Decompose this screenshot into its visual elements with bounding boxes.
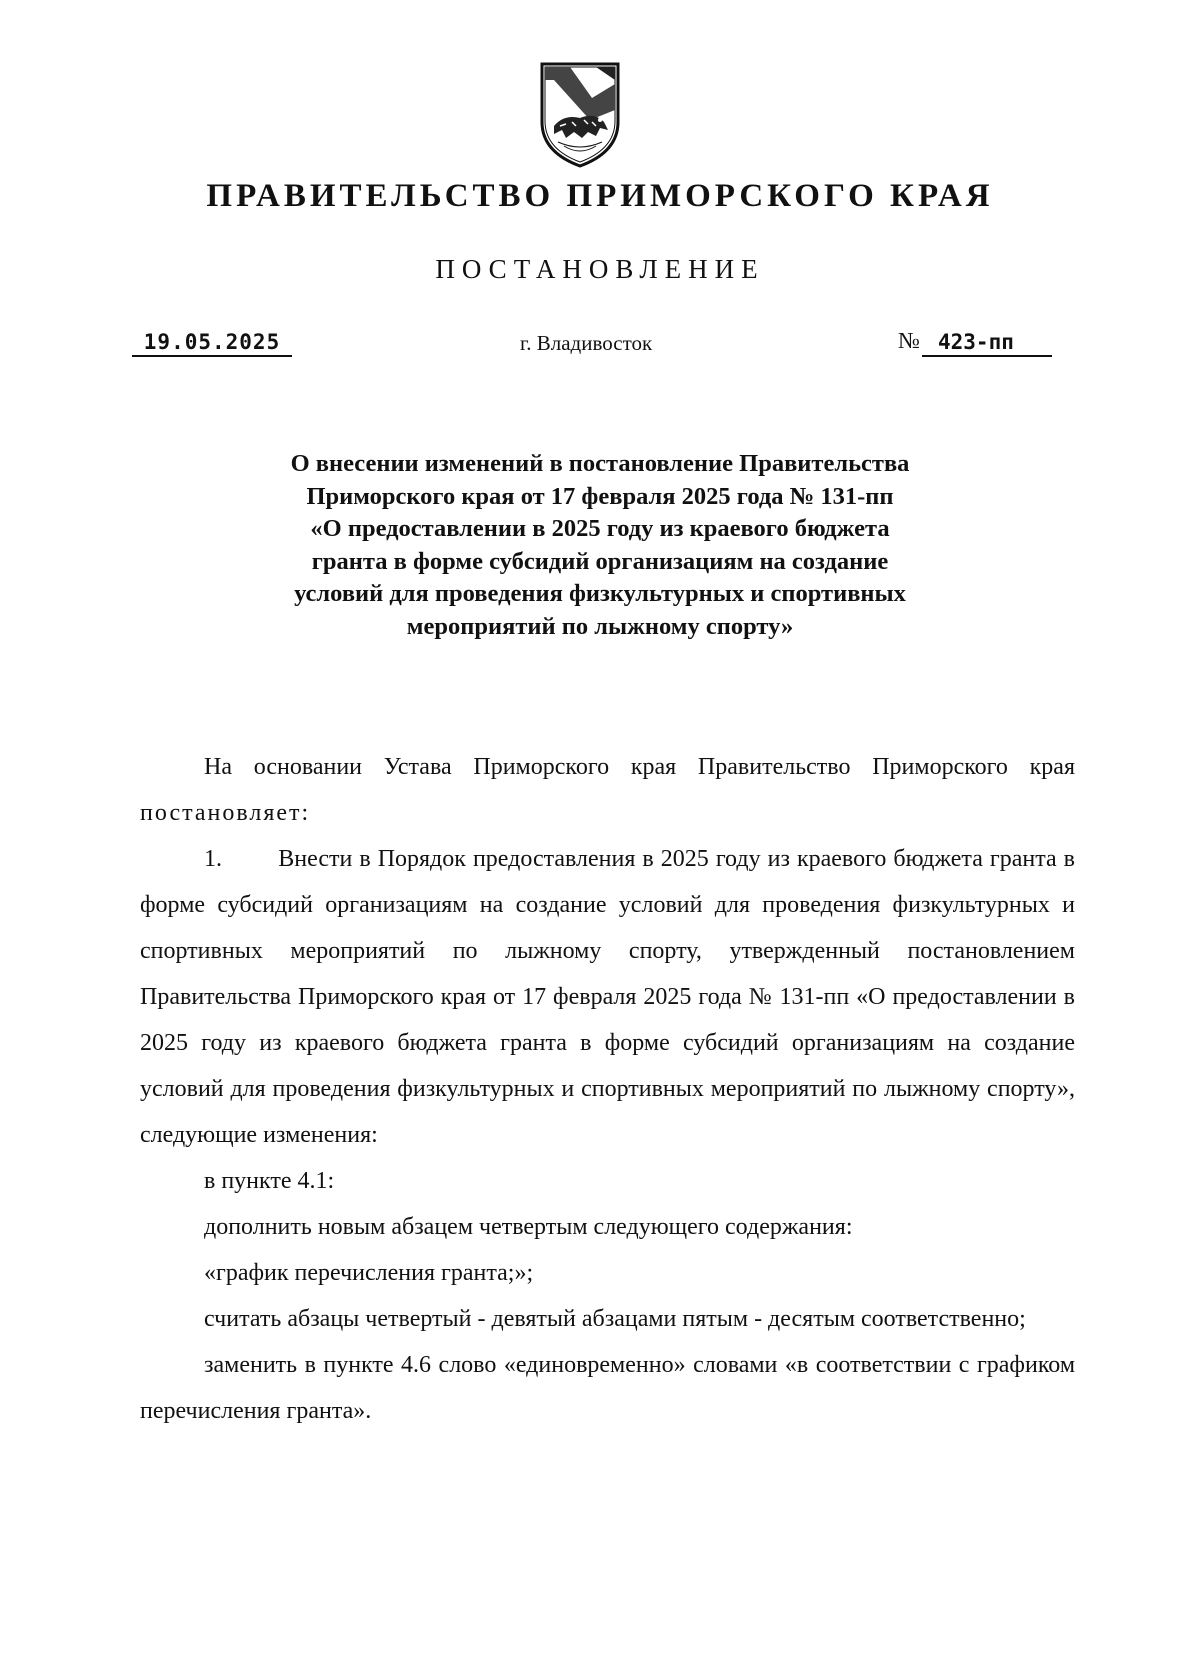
- renumber-paragraph: считать абзацы четвертый - девятый абзацами пятым - десятым соответственно;: [204, 1306, 1026, 1332]
- government-title: ПРАВИТЕЛЬСТВО ПРИМОРСКОГО КРАЯ: [206, 178, 994, 214]
- clause-paragraph: в пункте 4.1:: [204, 1168, 335, 1194]
- document-city: г. Владивосток: [520, 331, 653, 355]
- item-1-number: 1.: [204, 846, 222, 872]
- intro-paragraph: [140, 744, 1075, 836]
- add-paragraph: дополнить новым абзацем четвертым следующего содержания:: [204, 1214, 853, 1240]
- heading-line: условий для проведения физкультурных и спортивных: [294, 580, 906, 607]
- item-1-text: Внести в Порядок предоставления в 2025 году из краевого бюджета гранта в форме субсидий организациям на создание условий для проведения физкультурных и спортивных мероприятий по лыжному спорту, утвержденный постановлением Правительства Приморского края от 17 февраля 2025 года № 131-пп «О предоставлении в 2025 году из краевого бюджета гранта в форме субсидий организациям на создание условий для проведения физкультурных и спортивных мероприятий по лыжному спорту», следующие изменения:: [140, 846, 1076, 1148]
- number-sign: №: [898, 328, 920, 353]
- intro-text: На основании Устава Приморского края Правительство Приморского края: [204, 754, 1075, 780]
- intro-verb: постановляет:: [140, 800, 311, 826]
- document-heading: [150, 448, 1050, 643]
- coat-of-arms-icon: [534, 60, 626, 170]
- document-number: 423-пп: [922, 330, 1052, 357]
- quote-paragraph: «график перечисления гранта;»;: [204, 1260, 534, 1286]
- heading-line: Приморского края от 17 февраля 2025 года № 131-пп: [306, 482, 894, 510]
- heading-line: «О предоставлении в 2025 году из краевого бюджета: [310, 515, 890, 542]
- item-1-paragraph: [140, 836, 1075, 1158]
- replace-paragraph: заменить в пункте 4.6 слово «единовременно» словами «в соответствии с графиком перечисления гранта».: [140, 1352, 1075, 1424]
- document-date: 19.05.2025: [132, 330, 292, 357]
- document-body: [140, 744, 1075, 1434]
- heading-line: мероприятий по лыжному спорту»: [406, 612, 794, 640]
- heading-line: О внесении изменений в постановление Правительства: [290, 450, 910, 477]
- heading-line: гранта в форме субсидий организациям на создание: [311, 547, 889, 575]
- document-type: ПОСТАНОВЛЕНИЕ: [435, 254, 765, 284]
